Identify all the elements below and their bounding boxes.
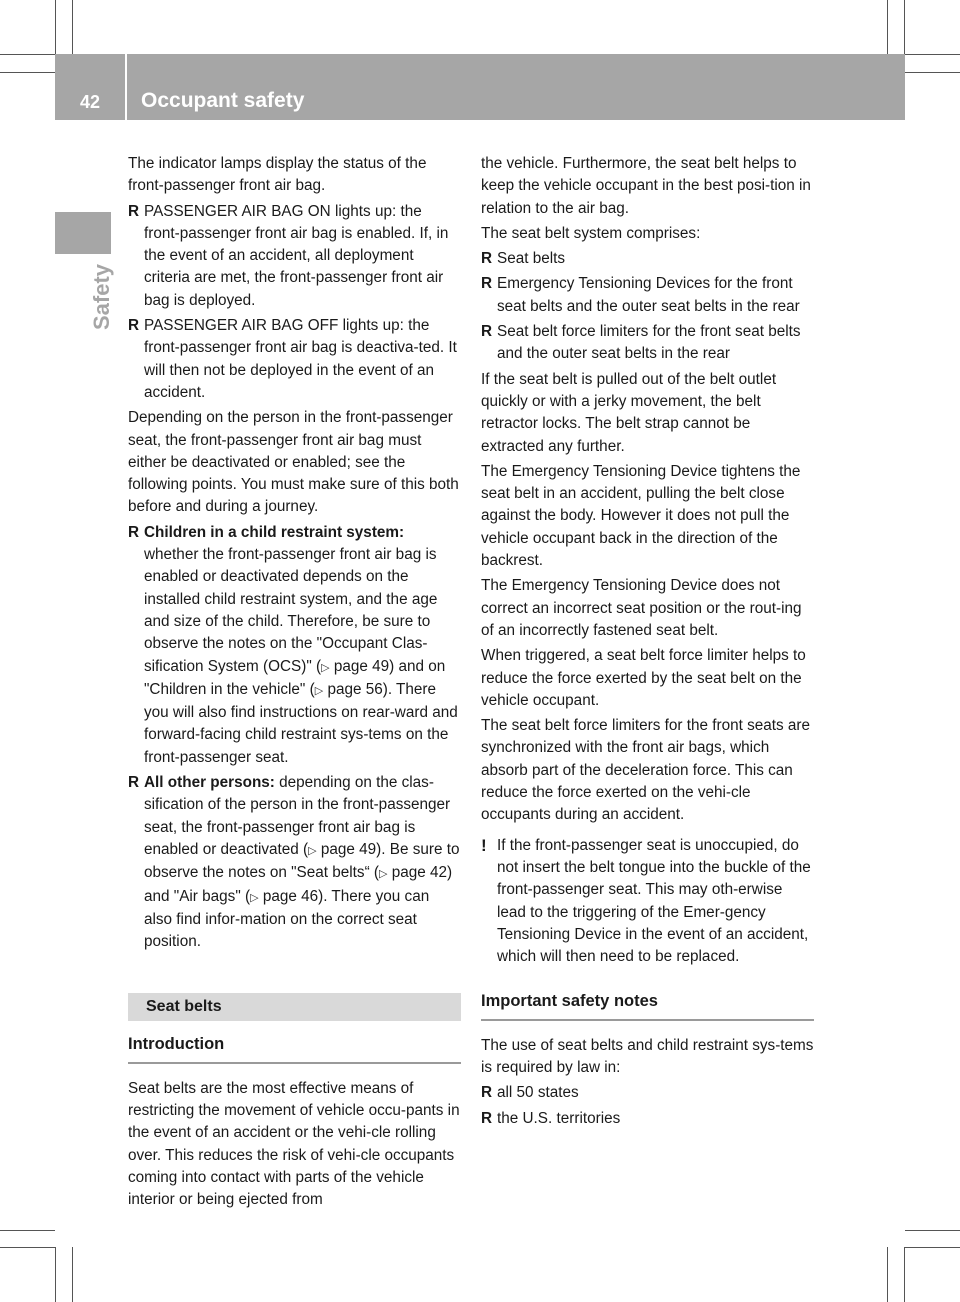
list-item [128, 315, 461, 404]
paragraph: The seat belt system comprises: [481, 224, 701, 242]
bullet-icon: R [481, 1084, 493, 1102]
bullet-icon: R [481, 323, 493, 341]
crop-mark [887, 1247, 888, 1302]
bullet-text: the U.S. territories [497, 1109, 621, 1127]
warning-note [481, 835, 814, 969]
crop-mark [0, 72, 55, 73]
bullet-text: Emergency Tensioning Devices for the front seat belts and the outer seat belts in the rear [497, 275, 800, 315]
paragraph: The use of seat belts and child restraint sys-tems is required by law in: [481, 1036, 814, 1076]
bullet-label: Children in a child restraint system: [144, 523, 405, 541]
page-ref-link[interactable]: page 42 [391, 864, 448, 882]
bullet-icon: R [481, 275, 493, 293]
page-title: Occupant safety [141, 89, 305, 112]
page-ref-link[interactable]: page 46 [262, 887, 319, 905]
warning-text: If the front-passenger seat is unoccupied, do not insert the belt tongue into the buckle of the front-passenger seat. This may oth-erwise lead to the triggering of the Emer-gency Tensioning Device in the event of an accident, which will then need to be replaced. [497, 836, 811, 966]
bullet-text: ) and "Air bags" ( [144, 864, 453, 905]
paragraph: When triggered, a seat belt force limiter helps to reduce the force exerted by the seat belt on the vehicle occupant. [481, 647, 806, 709]
crop-mark [72, 1247, 73, 1302]
header-divider [125, 54, 127, 120]
left-column [128, 153, 461, 1214]
arrow-icon: ▷ [379, 868, 388, 881]
warning-icon: ! [481, 835, 487, 855]
page-ref-link[interactable]: page 49 [333, 657, 390, 675]
bullet-text: ). There you can also find infor-mation on the correct seat position. [144, 887, 430, 951]
crop-mark [904, 0, 905, 54]
bullet-text: PASSENGER AIR BAG ON lights up: the front-passenger front air bag is enabled. If, in the event of an accident, all deployment criteria are met, the front-passenger front air bag is deployed. [144, 202, 449, 309]
paragraph: Seat belts are the most effective means of restricting the movement of vehicle occu-pants in the event of an accident or the vehi-cle rolling over. This reduces the risk of vehi-cle occupants coming into contact with parts of the vehicle interior or being ejected from [128, 1079, 460, 1209]
list-item [128, 201, 461, 312]
side-tab-marker [55, 212, 111, 254]
crop-mark [905, 72, 960, 73]
bullet-text: whether the front-passenger front air bag is enabled or deactivated depends on the installed child restraint system, and the age and size of the child. Therefore, be sure to observe the notes on the "Occupant Clas-sification System (OCS)" ( [144, 546, 438, 675]
crop-mark [904, 1247, 905, 1302]
page-ref-link[interactable]: page 49 [320, 840, 377, 858]
bullet-icon: R [481, 1109, 493, 1127]
list-item [481, 248, 814, 270]
bullet-text: ). There you will also find instructions on rear-ward and forward-facing child restraint sys-tems on the front-passenger seat. [144, 680, 458, 766]
list-item [481, 321, 814, 366]
bullet-text: Seat belt force limiters for the front seat belts and the outer seat belts in the rear [497, 323, 801, 363]
bullet-text: depending on the clas-sification of the person in the front-passenger seat, the front-passenger front air bag is enabled or deactivated ( [144, 774, 451, 858]
crop-mark [887, 0, 888, 54]
right-column [481, 153, 814, 1133]
bullet-text: ). Be sure to observe the notes on "Seat belts“ ( [144, 840, 460, 882]
page-number: 42 [80, 92, 101, 112]
crop-mark [55, 1247, 56, 1302]
bullet-icon: R [128, 317, 140, 335]
bullet-text: all 50 states [497, 1084, 579, 1102]
arrow-icon: ▷ [308, 844, 317, 857]
bullet-label: All other persons: [144, 774, 275, 792]
side-tab [87, 262, 117, 332]
crop-mark [0, 54, 55, 55]
bullet-icon: R [128, 774, 140, 792]
list-item [481, 1082, 814, 1104]
bullet-text: Seat belts [497, 250, 566, 268]
arrow-icon: ▷ [250, 891, 259, 904]
list-item [128, 522, 461, 769]
bullet-icon: R [128, 523, 140, 541]
paragraph: The Emergency Tensioning Device does not correct an incorrect seat position or the rout-ing of an incorrectly fastened seat belt. [481, 577, 802, 639]
list-item [128, 772, 461, 953]
section-title: Seat belts [128, 993, 461, 1021]
crop-mark [905, 1230, 960, 1231]
list-item [481, 273, 814, 318]
arrow-icon: ▷ [321, 661, 330, 674]
bullet-text: ) and on "Children in the vehicle" ( [144, 657, 446, 698]
bullet-icon: R [128, 202, 140, 220]
list-item [481, 1108, 814, 1130]
bullet-text: PASSENGER AIR BAG OFF lights up: the front-passenger front air bag is deactiva-ted. It will then not be deployed in the event of an accident. [144, 317, 457, 401]
crop-mark [905, 54, 960, 55]
intro-paragraph: The indicator lamps display the status of the front-passenger front air bag. [128, 155, 427, 195]
bullet-icon: R [481, 250, 493, 268]
crop-mark [0, 1230, 55, 1231]
paragraph: the vehicle. Furthermore, the seat belt helps to keep the vehicle occupant in the best posi-tion in relation to the air bag. [481, 155, 811, 217]
paragraph: Depending on the person in the front-passenger seat, the front-passenger front air bag must either be deactivated or enabled; see the following points. You must make sure of this both before and during a journey. [128, 409, 459, 516]
page-ref-link[interactable]: page 56 [327, 680, 383, 698]
subsection-heading: Important safety notes [481, 990, 814, 1020]
paragraph: If the seat belt is pulled out of the belt outlet quickly or with a jerky movement, the belt retractor locks. The belt strap cannot be extracted any further. [481, 370, 777, 455]
paragraph: The seat belt force limiters for the front seats are synchronized with the front air bags, which absorb part of the deceleration force. This can reduce the force exerted on the vehi-cle occupants during an accident. [481, 717, 811, 824]
side-tab-label: Safety [89, 263, 115, 331]
paragraph: The Emergency Tensioning Device tightens the seat belt in an accident, pulling the belt close against the body. However it does not pull the vehicle occupant back in the direction of the backrest. [481, 462, 801, 570]
subsection-heading: Introduction [128, 1033, 461, 1063]
crop-mark [905, 1247, 960, 1248]
crop-mark [0, 1247, 55, 1248]
crop-mark [55, 0, 56, 54]
arrow-icon: ▷ [314, 684, 324, 697]
crop-mark [72, 0, 73, 54]
